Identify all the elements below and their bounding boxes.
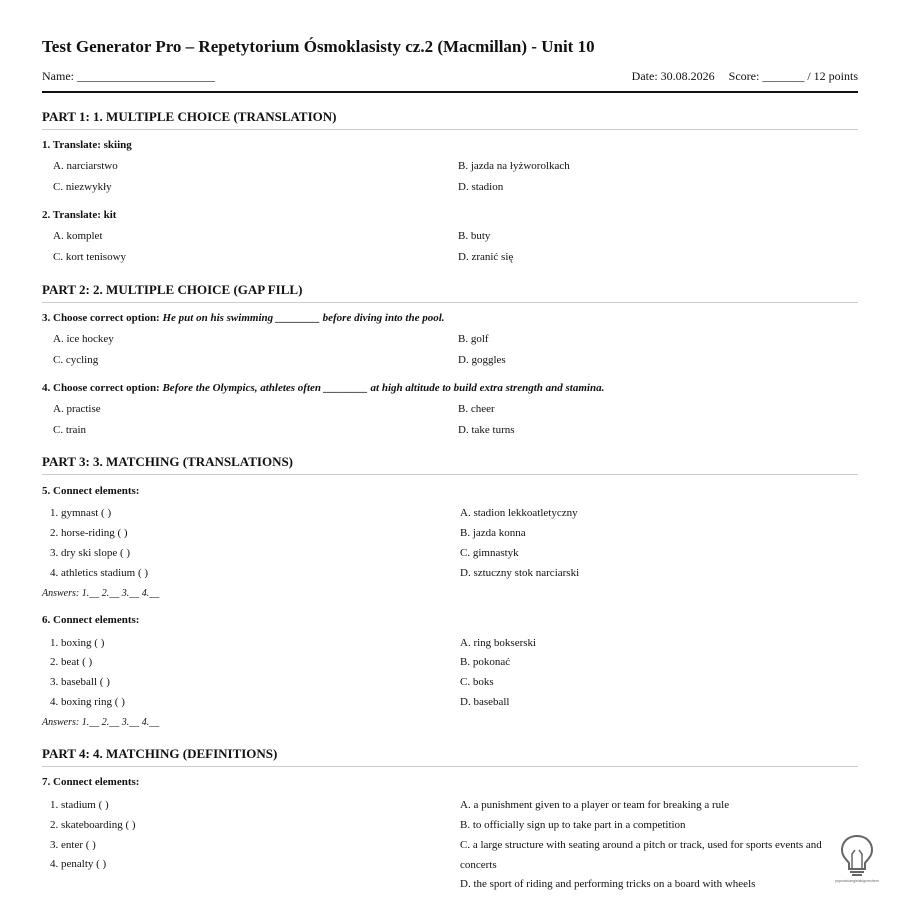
date-label: Date: 30.08.2026: [631, 69, 715, 83]
question-4-option-b[interactable]: B. cheer: [458, 403, 495, 415]
question-4-sentence: Before the Olympics, athletes often ________ at high altitude to build extra strength and stamina.: [162, 382, 605, 394]
question-4-prompt: [42, 382, 604, 394]
question-6-right-d[interactable]: D. baseball: [460, 696, 510, 708]
question-5-left-4[interactable]: 4. athletics stadium ( ): [50, 567, 149, 579]
question-2-option-d[interactable]: D. zranić się: [458, 251, 514, 263]
question-5-left-2[interactable]: 2. horse-riding ( ): [50, 527, 128, 539]
header-divider: [42, 91, 858, 93]
question-2-option-a[interactable]: A. komplet: [53, 230, 103, 242]
question-1-prompt: 1. Translate: skiing: [42, 139, 132, 151]
question-5-right-c[interactable]: C. gimnastyk: [460, 547, 519, 559]
question-3-prompt: [42, 312, 445, 324]
question-6-right-a[interactable]: A. ring bokserski: [460, 637, 537, 649]
lightbulb-icon: [828, 832, 886, 884]
question-3-option-d[interactable]: D. goggles: [458, 354, 506, 366]
part-2-divider: [42, 302, 858, 303]
question-2-option-b[interactable]: B. buty: [458, 230, 491, 242]
question-6-answers[interactable]: Answers: 1.__ 2.__ 3.__ 4.__: [42, 717, 160, 728]
question-7-right-a[interactable]: A. a punishment given to a player or team for breaking a rule: [460, 799, 730, 811]
question-5-right-d[interactable]: D. sztuczny stok narciarski: [460, 567, 580, 579]
date-score: [632, 69, 858, 84]
score-label: Score: _______ / 12 points: [728, 69, 858, 83]
question-4-option-d[interactable]: D. take turns: [458, 424, 515, 436]
question-5-prompt: 5. Connect elements:: [42, 485, 140, 497]
page-title: Test Generator Pro – Repetytorium Ósmoklasisty cz.2 (Macmillan) - Unit 10: [42, 37, 595, 56]
question-4-option-c[interactable]: C. train: [53, 424, 86, 436]
question-1-option-b[interactable]: B. jazda na łyżworolkach: [458, 160, 570, 172]
question-5-answers[interactable]: Answers: 1.__ 2.__ 3.__ 4.__: [42, 588, 160, 599]
question-7-right-c[interactable]: C. a large structure with seating around a pitch or track, used for sports events and concerts: [460, 839, 822, 871]
question-7-right-d[interactable]: D. the sport of riding and performing tricks on a board with wheels: [460, 878, 756, 890]
question-4-option-a[interactable]: A. practise: [53, 403, 101, 415]
part-1-divider: [42, 129, 858, 130]
brand-logo: [828, 832, 886, 884]
question-7-left-2[interactable]: 2. skateboarding ( ): [50, 819, 136, 831]
question-4-label: 4. Choose correct option:: [42, 382, 163, 394]
question-6-left-1[interactable]: 1. boxing ( ): [50, 637, 105, 649]
question-5-right-b[interactable]: B. jazda konna: [460, 527, 526, 539]
question-3-option-b[interactable]: B. golf: [458, 333, 489, 345]
question-7-left-4[interactable]: 4. penalty ( ): [50, 858, 107, 870]
svg-text:poprostuangielskigrzechem: poprostuangielskigrzechem: [835, 879, 879, 883]
question-7-left-1[interactable]: 1. stadium ( ): [50, 799, 109, 811]
question-6-right-c[interactable]: C. boks: [460, 676, 494, 688]
question-5-left-1[interactable]: 1. gymnast ( ): [50, 507, 112, 519]
question-1-option-d[interactable]: D. stadion: [458, 181, 504, 193]
question-3-sentence: He put on his swimming ________ before diving into the pool.: [162, 312, 445, 324]
question-5-right-a[interactable]: A. stadion lekkoatletyczny: [460, 507, 578, 519]
question-1-option-c[interactable]: C. niezwykły: [53, 181, 112, 193]
question-2-option-c[interactable]: C. kort tenisowy: [53, 251, 127, 263]
question-7-left-3[interactable]: 3. enter ( ): [50, 839, 96, 851]
part-2-title: PART 2: 2. MULTIPLE CHOICE (GAP FILL): [42, 282, 303, 297]
question-5-left-3[interactable]: 3. dry ski slope ( ): [50, 547, 131, 559]
part-4-divider: [42, 766, 858, 767]
question-2-prompt: 2. Translate: kit: [42, 209, 117, 221]
question-6-left-4[interactable]: 4. boxing ring ( ): [50, 696, 125, 708]
part-1-title: PART 1: 1. MULTIPLE CHOICE (TRANSLATION): [42, 109, 337, 124]
name-field: Name: _______________________: [42, 69, 215, 83]
question-3-option-c[interactable]: C. cycling: [53, 354, 99, 366]
question-6-right-b[interactable]: B. pokonać: [460, 656, 511, 668]
question-1-option-a[interactable]: A. narciarstwo: [53, 160, 118, 172]
question-6-prompt: 6. Connect elements:: [42, 614, 140, 626]
question-6-left-2[interactable]: 2. beat ( ): [50, 656, 93, 668]
question-3-label: 3. Choose correct option:: [42, 312, 163, 324]
question-3-option-a[interactable]: A. ice hockey: [53, 333, 114, 345]
question-7-prompt: 7. Connect elements:: [42, 776, 140, 788]
part-3-title: PART 3: 3. MATCHING (TRANSLATIONS): [42, 454, 294, 469]
question-7-right-b[interactable]: B. to officially sign up to take part in a competition: [460, 819, 686, 831]
part-3-divider: [42, 474, 858, 475]
part-4-title: PART 4: 4. MATCHING (DEFINITIONS): [42, 746, 278, 761]
question-6-left-3[interactable]: 3. baseball ( ): [50, 676, 110, 688]
